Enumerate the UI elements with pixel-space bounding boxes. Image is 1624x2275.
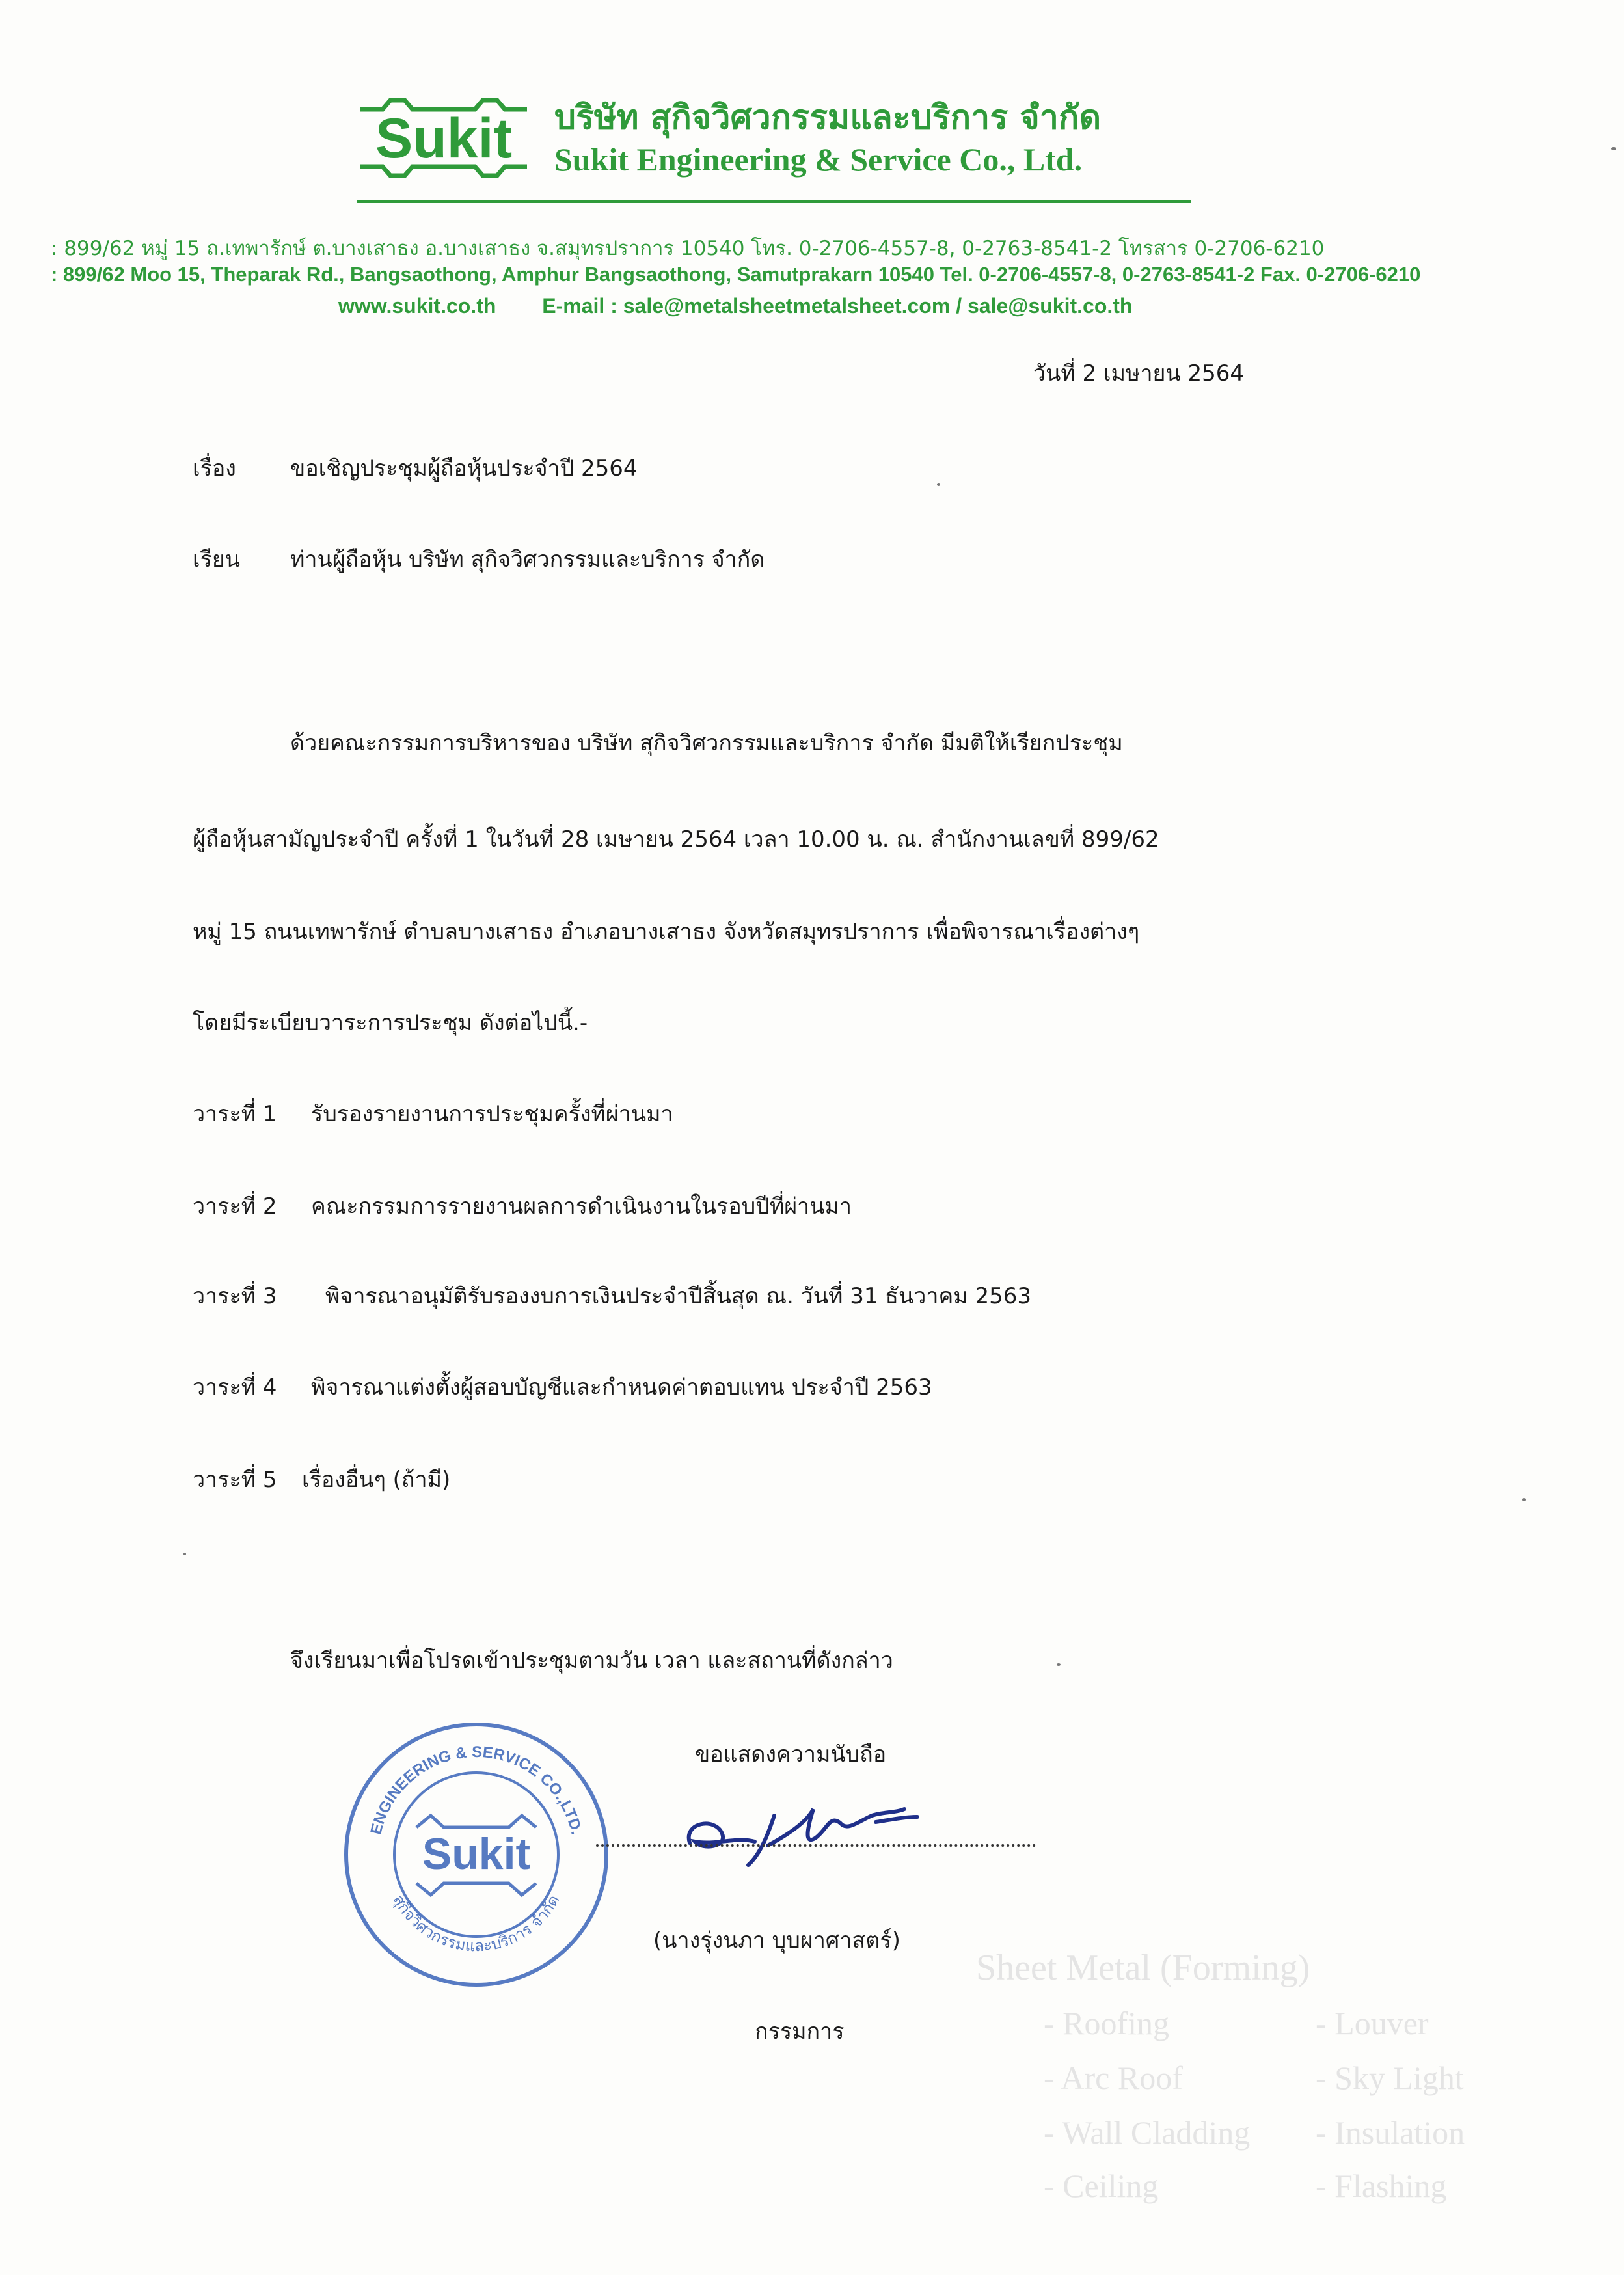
watermark-item: - Sky Light [1316,2060,1464,2096]
watermark-item: - Wall Cladding [1044,2114,1251,2151]
address-th: : 899/62 หมู่ 15 ถ.เทพารักษ์ ต.บางเสาธง อ.บางเสาธง จ.สมุทรปราการ 10540 โทร. 0-2706-4557-8, 0-2763-8541-2 โทรสาร 0-2706-6210 [51,237,1325,260]
contact-line [338,294,1132,318]
agenda-number: วาระที่ 3 [193,1283,277,1309]
stamp-top-text: ENGINEERING & SERVICE CO.,LTD. [367,1743,586,1836]
website-link[interactable]: www.sukit.co.th [338,294,496,318]
address-en: : 899/62 Moo 15, Theparak Rd., Bangsaothong, Amphur Bangsaothong, Samutprakarn 10540 Tel. 0-2706-4557-8, 0-2763-8541-2 Fax. 0-2706-6210 [51,263,1421,286]
agenda-item: พิจารณาแต่งตั้งผู้สอบบัญชีและกำหนดค่าตอบแทน ประจำปี 2563 [311,1374,932,1400]
agenda-number: วาระที่ 2 [193,1193,277,1219]
watermark-item: - Flashing [1316,2168,1447,2204]
body-line-3: หมู่ 15 ถนนเทพารักษ์ ตำบลบางเสาธง อำเภอบางเสาธง จังหวัดสมุทรปราการ เพื่อพิจารณาเรื่องต่างๆ [193,919,1140,945]
agenda-item: พิจารณาอนุมัติรับรองงบการเงินประจำปีสิ้นสุด ณ. วันที่ 31 ธันวาคม 2563 [325,1283,1031,1309]
watermark-item: - Arc Roof [1044,2060,1183,2096]
scan-speck [1522,1498,1526,1501]
agenda-item: รับรองรายงานการประชุมครั้งที่ผ่านมา [311,1101,673,1127]
watermark-item: - Louver [1316,2005,1429,2041]
stamp-bottom-text: สุกิจวิศวกรรมและบริการ จำกัด [389,1892,563,1955]
logo-text: Sukit [375,107,513,170]
subject-text: ขอเชิญประชุมผู้ถือหุ้นประจำปี 2564 [290,456,638,482]
watermark-item: - Roofing [1044,2005,1170,2041]
scan-speck [937,483,940,486]
regards-text: ขอแสดงความนับถือ [695,1741,887,1767]
recipient-label: เรียน [193,547,241,573]
scan-speck [183,1553,186,1555]
agenda-number: วาระที่ 4 [193,1374,277,1400]
agenda-item: คณะกรรมการรายงานผลการดำเนินงานในรอบปีที่ผ่านมา [311,1193,852,1219]
body-line-2: ผู้ถือหุ้นสามัญประจำปี ครั้งที่ 1 ในวันที่ 28 เมษายน 2564 เวลา 10.00 น. ณ. สำนักงานเลขที่ 899/62 [193,826,1159,852]
email-link[interactable]: E-mail : sale@metalsheetmetalsheet.com / sale@sukit.co.th [542,294,1133,318]
signer-name: (นางรุ่งนภา บุบผาศาสตร์) [653,1928,900,1954]
header-divider [357,200,1191,203]
agenda-number: วาระที่ 1 [193,1101,277,1127]
subject-label: เรื่อง [193,456,236,482]
letter-date: วันที่ 2 เมษายน 2564 [1033,361,1245,387]
watermark-item: - Ceiling [1044,2168,1159,2204]
body-line-1: ด้วยคณะกรรมการบริหารของ บริษัท สุกิจวิศวกรรมและบริการ จำกัด มีมติให้เรียกประชุม [290,730,1123,756]
body-line-4: โดยมีระเบียบวาระการประชุม ดังต่อไปนี้.- [193,1010,588,1036]
closing-text: จึงเรียนมาเพื่อโปรดเข้าประชุมตามวัน เวลา และสถานที่ดังกล่าว [290,1648,893,1674]
signer-title: กรรมการ [755,2019,845,2045]
recipient-text: ท่านผู้ถือหุ้น บริษัท สุกิจวิศวกรรมและบริการ จำกัด [290,547,765,573]
signature-line [596,1844,1036,1847]
agenda-number: วาระที่ 5 [193,1467,277,1493]
agenda-item: เรื่องอื่นๆ (ถ้ามี) [302,1467,451,1493]
company-stamp [333,1711,619,1998]
handwritten-signature [677,1783,937,1868]
company-name-en: Sukit Engineering & Service Co., Ltd. [554,141,1083,178]
company-name-th: บริษัท สุกิจวิศวกรรมและบริการ จำกัด [554,98,1102,137]
watermark-title: Sheet Metal (Forming) [976,1948,1310,1988]
svg-text:สุกิจวิศวกรรมและบริการ จำกัด [389,1892,563,1955]
stamp-center-text: Sukit [422,1829,531,1879]
watermark-item: - Insulation [1316,2114,1465,2151]
scan-speck [1057,1663,1061,1666]
sukit-logo [357,83,531,193]
scan-speck [1611,147,1616,150]
